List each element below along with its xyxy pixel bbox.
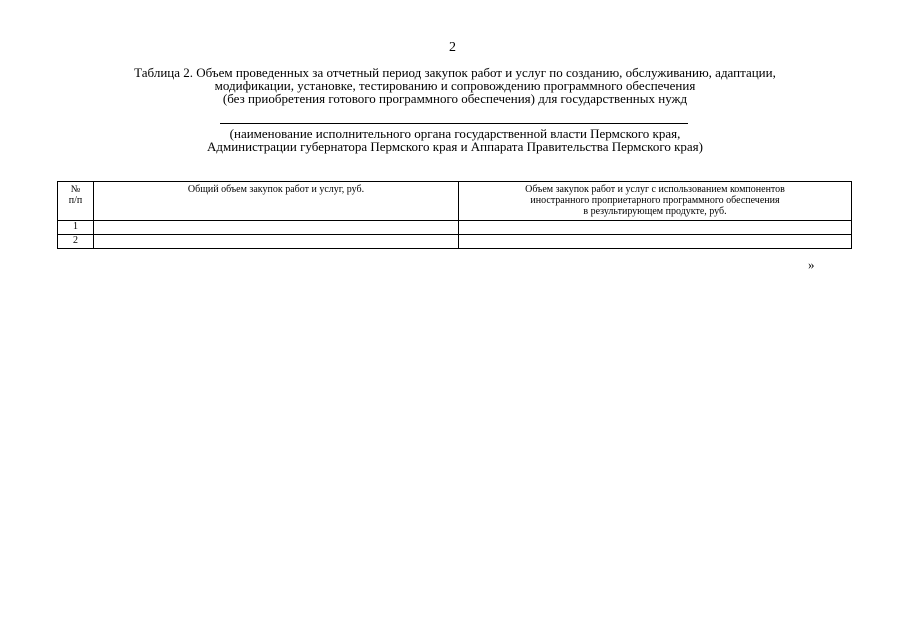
header-row-number [58, 182, 94, 221]
header-foreign-line-1: Объем закупок работ и услуг с использованием компонентов [525, 184, 785, 195]
page-number: 2 [449, 40, 456, 55]
row-number-cell: 1 [58, 221, 94, 235]
foreign-volume-cell[interactable] [459, 221, 852, 235]
foreign-volume-cell[interactable] [459, 235, 852, 249]
org-caption-line-2: Администрации губернатора Пермского края и Аппарата Правительства Пермского края) [207, 139, 703, 154]
total-volume-cell[interactable] [94, 235, 459, 249]
title-line-1: Таблица 2. Объем проведенных за отчетный период закупок работ и услуг по созданию, обслуживанию, адаптации, [134, 65, 776, 80]
header-row-number-line-2: п/п [68, 195, 83, 206]
organization-blank-line [220, 123, 688, 124]
header-total-volume-line-1: Общий объем закупок работ и услуг, руб. [187, 184, 365, 195]
org-caption-line-1: (наименование исполнительного органа государственной власти Пермского края, [229, 126, 681, 141]
table-title [60, 66, 850, 105]
table-row [58, 235, 852, 249]
header-foreign-line-3: в результирующем продукте, руб. [583, 206, 727, 217]
title-line-2: модификации, установке, тестированию и сопровождению программного обеспечения [214, 78, 696, 93]
table-header-row [58, 182, 852, 221]
table-row [58, 221, 852, 235]
row-number-cell: 2 [58, 235, 94, 249]
total-volume-cell[interactable] [94, 221, 459, 235]
header-foreign-software-volume [459, 182, 852, 221]
title-line-3: (без приобретения готового программного обеспечения) для государственных нужд [222, 91, 688, 106]
procurement-table [57, 181, 852, 249]
closing-quote: » [808, 257, 815, 272]
header-row-number-line-1: № [70, 184, 81, 195]
header-total-volume [94, 182, 459, 221]
organization-caption [60, 127, 850, 153]
header-foreign-line-2: иностранного проприетарного программного обеспечения [530, 195, 780, 206]
